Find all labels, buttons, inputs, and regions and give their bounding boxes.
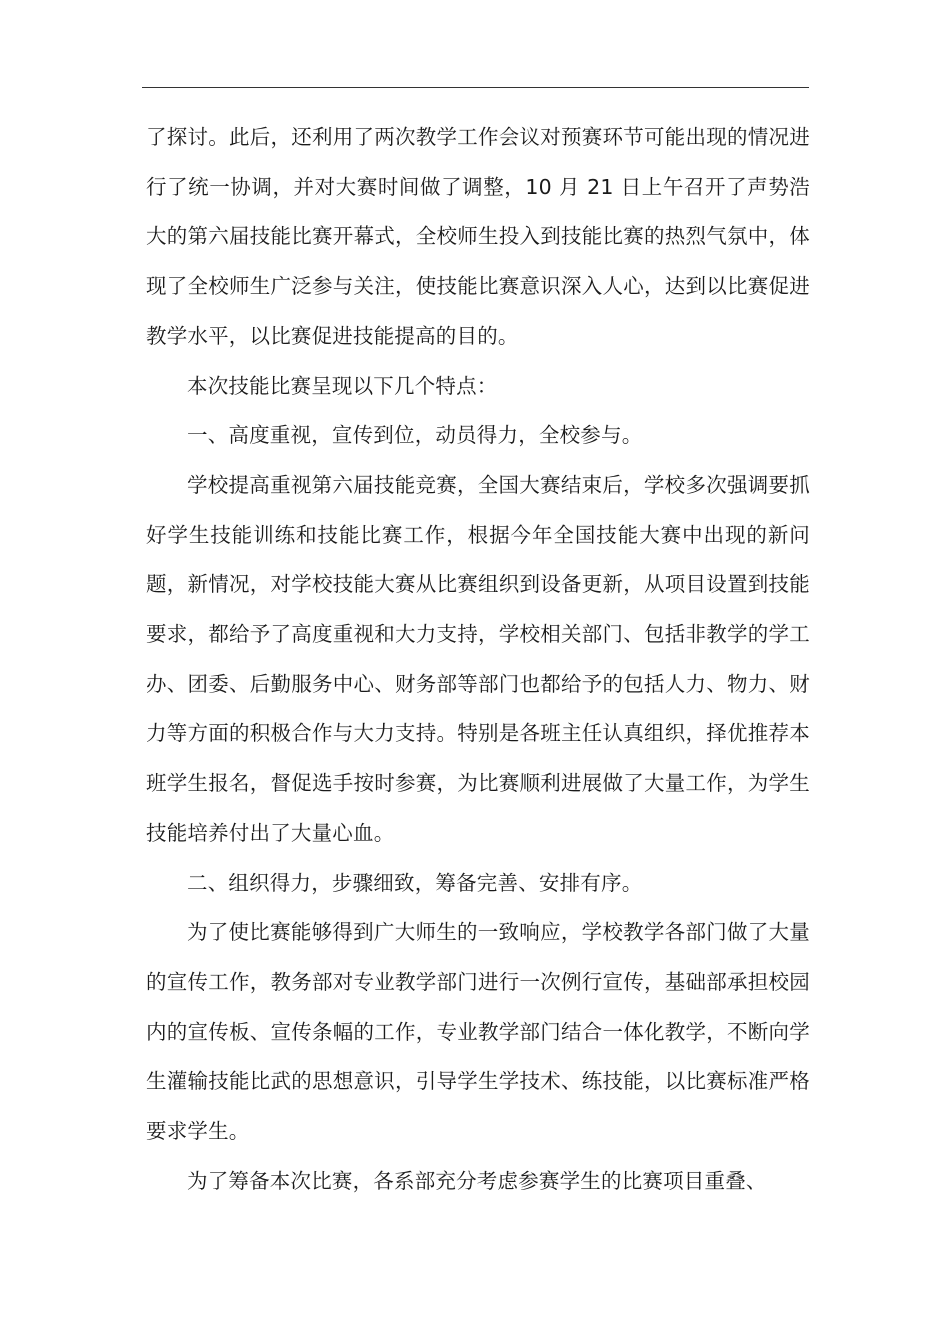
paragraph-continuation: 了探讨。此后，还利用了两次教学工作会议对预赛环节可能出现的情况进行了统一协调，并对大赛时间做了调整，10 月 21 日上午召开了声势浩大的第六届技能比赛开幕式，全校师生投入到技能比赛的热烈气氛中，体现了全校师生广泛参与关注，使技能比赛意识深入人心，达到以比赛促进教学水平，以比赛促进技能提高的目的。 — [146, 125, 810, 348]
section-heading-2: 二、组织得力，步骤细致，筹备完善、安排有序。 — [187, 870, 643, 895]
paragraph-section-2a: 为了使比赛能够得到广大师生的一致响应，学校教学各部门做了大量的宣传工作，教务部对专业教学部门进行一次例行宣传，基础部承担校园内的宣传板、宣传条幅的工作，专业教学部门结合一体化教学，不断向学生灌输技能比武的思想意识，引导学生学技术、练技能，以比赛标准严格要求学生。 — [146, 920, 810, 1144]
document-body — [146, 113, 810, 1206]
paragraph-intro-features: 本次技能比赛呈现以下几个特点： — [187, 373, 498, 398]
paragraph-section-2b: 为了筹备本次比赛，各系部充分考虑参赛学生的比赛项目重叠、 — [187, 1168, 767, 1193]
paragraph-section-1: 学校提高重视第六届技能竞赛，全国大赛结束后，学校多次强调要抓好学生技能训练和技能比赛工作，根据今年全国技能大赛中出现的新问题，新情况，对学校技能大赛从比赛组织到设备更新，从项目设置到技能要求，都给予了高度重视和大力支持，学校相关部门、包括非教学的学工办、团委、后勤服务中心、财务部等部门也都给予的包括人力、物力、财力等方面的积极合作与大力支持。特别是各班主任认真组织，择优推荐本班学生报名，督促选手按时参赛，为比赛顺利进展做了大量工作，为学生技能培养付出了大量心血。 — [146, 472, 810, 845]
section-heading-1: 一、高度重视，宣传到位，动员得力，全校参与。 — [187, 423, 643, 448]
header-rule — [142, 87, 809, 88]
